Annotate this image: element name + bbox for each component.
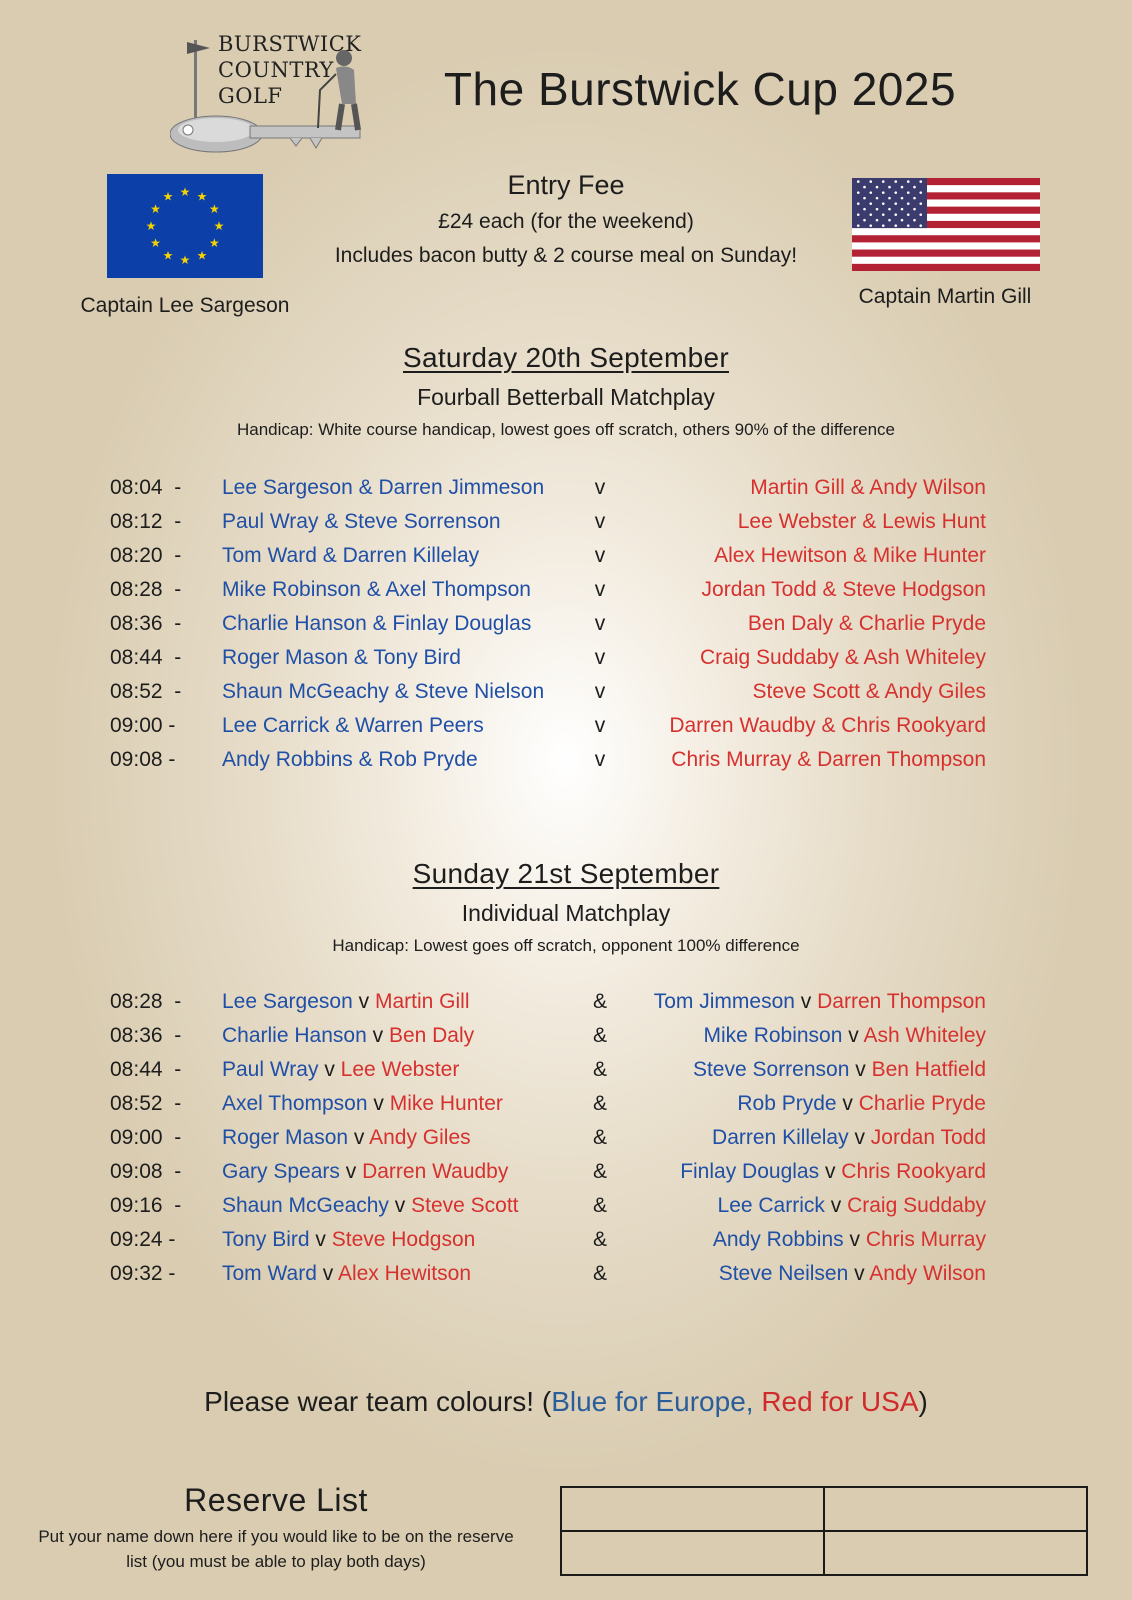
saturday-match-row — [0, 510, 1132, 540]
europe-player: Tony Bird — [222, 1228, 310, 1251]
versus: v — [373, 1092, 384, 1115]
us-star — [913, 197, 916, 200]
usa-player: Jordan Todd — [870, 1126, 986, 1149]
eu-star: ★ — [179, 253, 191, 267]
eu-star: ★ — [196, 189, 208, 204]
saturday-format: Fourball Betterball Matchplay — [417, 384, 715, 410]
europe-player: Darren Killelay — [712, 1126, 849, 1149]
us-star — [857, 180, 860, 183]
us-star — [863, 186, 866, 189]
us-star — [913, 219, 916, 222]
reserve-list-title: Reserve List — [184, 1482, 368, 1518]
versus-separator: v — [594, 748, 606, 771]
usa-player: Craig Suddaby — [847, 1194, 986, 1217]
reserve-list-table — [560, 1486, 1088, 1576]
sunday-format: Individual Matchplay — [461, 900, 671, 926]
europe-pair: Roger Mason & Tony Bird — [222, 646, 461, 669]
tee-time: 09:16 - — [110, 1194, 182, 1217]
europe-player: Roger Mason — [222, 1126, 349, 1149]
saturday-match-row — [0, 578, 1132, 608]
us-star — [894, 213, 897, 216]
europe-pair: Paul Wray & Steve Sorrenson — [222, 510, 501, 533]
us-star — [901, 197, 904, 200]
versus: v — [830, 1194, 842, 1217]
sunday-match-row — [0, 1058, 1132, 1088]
europe-pair: Mike Robinson & Axel Thompson — [222, 578, 531, 601]
versus: v — [345, 1160, 357, 1183]
tee-time: 09:08 - — [110, 1160, 182, 1183]
us-star — [888, 208, 891, 211]
versus: v — [854, 1262, 865, 1285]
wear-blue-text: Blue for Europe, — [551, 1386, 762, 1417]
us-star — [882, 202, 885, 205]
us-star — [857, 202, 860, 205]
usa-pair: Craig Suddaby & Ash Whiteley — [700, 646, 986, 669]
sunday-match-row — [0, 1126, 1132, 1156]
and-separator: & — [592, 1058, 607, 1081]
usa-pair: Jordan Todd & Steve Hodgson — [701, 578, 986, 601]
europe-player: Paul Wray — [222, 1058, 319, 1081]
usa-player: Ben Daly — [388, 1024, 475, 1047]
us-star — [907, 224, 910, 227]
us-star — [901, 186, 904, 189]
europe-captain: Captain Lee Sargeson — [80, 294, 290, 317]
and-separator: & — [592, 1160, 607, 1183]
us-stripe — [852, 228, 1040, 235]
team-colours-note — [0, 1386, 1132, 1418]
us-stripe — [852, 235, 1040, 242]
us-star — [876, 219, 879, 222]
wear-prefix: Please wear team colours! ( — [204, 1386, 552, 1417]
europe-player: Lee Carrick — [717, 1194, 825, 1217]
saturday-match-row — [0, 544, 1132, 574]
tee-time: 08:52 - — [110, 680, 182, 703]
and-separator: & — [592, 1228, 607, 1251]
us-stripe — [852, 250, 1040, 257]
europe-player: Finlay Douglas — [680, 1160, 820, 1183]
us-star — [857, 191, 860, 194]
tee-time: 08:52 - — [110, 1092, 182, 1115]
europe-flag-icon — [107, 174, 263, 278]
saturday-match-row — [0, 748, 1132, 778]
us-star — [919, 224, 922, 227]
usa-flag-icon — [852, 178, 1040, 271]
logo-line-3: GOLF — [218, 84, 283, 108]
tee-time: 09:08 - — [110, 748, 176, 771]
usa-pair: Steve Scott & Andy Giles — [752, 680, 986, 703]
usa-player: Andy Giles — [369, 1126, 471, 1149]
us-stripe — [852, 264, 1040, 271]
sunday-handicap: Handicap: Lowest goes off scratch, opponent 100% difference — [332, 936, 800, 955]
us-star — [907, 180, 910, 183]
us-stripe — [852, 257, 1040, 264]
eu-star: ★ — [209, 202, 220, 216]
us-star — [901, 219, 904, 222]
versus: v — [800, 990, 812, 1013]
usa-player: Charlie Pryde — [858, 1092, 986, 1115]
us-star — [888, 186, 891, 189]
europe-player: Lee Sargeson — [222, 990, 353, 1013]
us-star — [882, 213, 885, 216]
us-star — [913, 208, 916, 211]
us-star — [894, 180, 897, 183]
usa-pair: Lee Webster & Lewis Hunt — [737, 510, 986, 533]
usa-player: Andy Wilson — [869, 1262, 986, 1285]
versus: v — [854, 1126, 865, 1149]
usa-player: Alex Hewitson — [337, 1262, 471, 1285]
usa-player: Darren Thompson — [817, 990, 986, 1013]
europe-pair: Andy Robbins & Rob Pryde — [222, 748, 478, 771]
tee-time: 09:00 - — [110, 714, 176, 737]
versus: v — [358, 990, 370, 1013]
eu-star: ★ — [150, 202, 161, 216]
tee-time: 08:36 - — [110, 1024, 182, 1047]
entry-fee-price: £24 each (for the weekend) — [438, 210, 694, 233]
sunday-match-row — [0, 1092, 1132, 1122]
tee-time: 08:28 - — [110, 578, 182, 601]
club-logo — [170, 30, 370, 160]
us-star — [869, 180, 872, 183]
reserve-slot[interactable] — [561, 1531, 824, 1575]
versus: v — [372, 1024, 384, 1047]
eu-star: ★ — [209, 236, 220, 250]
europe-player: Rob Pryde — [737, 1092, 837, 1115]
saturday-handicap: Handicap: White course handicap, lowest goes off scratch, others 90% of the difference — [236, 420, 896, 439]
usa-pair: Darren Waudby & Chris Rookyard — [669, 714, 986, 737]
us-star — [857, 213, 860, 216]
and-separator: & — [592, 1194, 607, 1217]
us-star — [876, 208, 879, 211]
usa-player: Chris Rookyard — [841, 1160, 986, 1183]
tee-time: 09:24 - — [110, 1228, 176, 1251]
sunday-match-row — [0, 1194, 1132, 1224]
us-star — [894, 202, 897, 205]
usa-pair: Martin Gill & Andy Wilson — [750, 476, 986, 499]
us-star — [882, 180, 885, 183]
us-star — [901, 208, 904, 211]
page-title: The Burstwick Cup 2025 — [443, 63, 957, 115]
us-star — [863, 219, 866, 222]
us-star — [888, 219, 891, 222]
eu-star: ★ — [196, 248, 208, 263]
versus: v — [394, 1194, 406, 1217]
reserve-slot[interactable] — [824, 1487, 1087, 1531]
us-star — [888, 197, 891, 200]
us-star — [919, 180, 922, 183]
versus-separator: v — [594, 714, 606, 737]
reserve-slot[interactable] — [561, 1487, 824, 1531]
sunday-match-row — [0, 990, 1132, 1020]
versus: v — [324, 1058, 335, 1081]
and-separator: & — [592, 1126, 607, 1149]
europe-player: Gary Spears — [222, 1160, 340, 1183]
us-star — [919, 213, 922, 216]
tee-time: 08:36 - — [110, 612, 182, 635]
eu-star: ★ — [145, 219, 157, 233]
versus: v — [315, 1228, 326, 1251]
entry-fee-title: Entry Fee — [507, 170, 625, 200]
europe-player: Axel Thompson — [222, 1092, 368, 1115]
usa-player: Chris Murray — [865, 1228, 986, 1251]
versus-separator: v — [594, 544, 606, 567]
usa-player: Lee Webster — [340, 1058, 460, 1081]
versus-separator: v — [594, 646, 606, 669]
logo-line-2: COUNTRY — [218, 58, 334, 82]
eu-star: ★ — [150, 236, 161, 250]
saturday-match-row — [0, 680, 1132, 710]
tee-time: 08:20 - — [110, 544, 182, 567]
wear-suffix: ) — [918, 1386, 928, 1417]
versus: v — [848, 1024, 859, 1047]
europe-player: Tom Jimmeson — [653, 990, 795, 1013]
tee-time: 08:44 - — [110, 646, 182, 669]
eu-star: ★ — [162, 248, 174, 263]
versus-separator: v — [594, 578, 606, 601]
entry-fee-includes: Includes bacon butty & 2 course meal on Sunday! — [334, 244, 798, 267]
and-separator: & — [592, 1092, 607, 1115]
versus-separator: v — [594, 510, 606, 533]
us-star — [907, 191, 910, 194]
wear-red-text: Red for USA — [761, 1386, 919, 1417]
us-star — [857, 224, 860, 227]
us-star — [907, 213, 910, 216]
versus: v — [849, 1228, 860, 1251]
us-star — [919, 191, 922, 194]
reserve-slot[interactable] — [824, 1531, 1087, 1575]
tee-time: 09:32 - — [110, 1262, 176, 1285]
versus-separator: v — [594, 612, 606, 635]
us-star — [876, 186, 879, 189]
us-star — [869, 224, 872, 227]
us-star — [882, 191, 885, 194]
saturday-title: Saturday 20th September — [403, 342, 729, 373]
tee-time: 08:44 - — [110, 1058, 182, 1081]
versus: v — [824, 1160, 836, 1183]
europe-player: Tom Ward — [222, 1262, 317, 1285]
europe-pair: Lee Carrick & Warren Peers — [222, 714, 484, 737]
sunday-match-row — [0, 1228, 1132, 1258]
usa-player: Darren Waudby — [362, 1160, 509, 1183]
europe-pair: Charlie Hanson & Finlay Douglas — [222, 612, 532, 635]
usa-player: Steve Hodgson — [331, 1228, 476, 1251]
europe-pair: Tom Ward & Darren Killelay — [222, 544, 480, 567]
sunday-match-row — [0, 1160, 1132, 1190]
us-star — [894, 191, 897, 194]
usa-player: Martin Gill — [374, 990, 470, 1013]
versus: v — [842, 1092, 853, 1115]
europe-player: Shaun McGeachy — [222, 1194, 389, 1217]
and-separator: & — [592, 1024, 607, 1047]
usa-player: Steve Scott — [411, 1194, 519, 1217]
and-separator: & — [592, 1262, 607, 1285]
us-stripe — [852, 242, 1040, 249]
us-star — [869, 213, 872, 216]
europe-player: Charlie Hanson — [222, 1024, 367, 1047]
europe-pair: Lee Sargeson & Darren Jimmeson — [222, 476, 545, 499]
eu-star: ★ — [179, 185, 191, 199]
logo-line-1: BURSTWICK — [218, 32, 362, 56]
usa-pair: Alex Hewitson & Mike Hunter — [714, 544, 986, 567]
europe-player: Steve Neilsen — [718, 1262, 855, 1285]
europe-player: Steve Sorrenson — [692, 1058, 850, 1081]
us-star — [882, 224, 885, 227]
us-star — [919, 202, 922, 205]
tee-time: 09:00 - — [110, 1126, 182, 1149]
usa-player: Mike Hunter — [389, 1092, 503, 1115]
usa-pair: Ben Daly & Charlie Pryde — [747, 612, 986, 635]
us-star — [863, 197, 866, 200]
saturday-match-row — [0, 612, 1132, 642]
europe-player: Andy Robbins — [712, 1228, 844, 1251]
eu-star: ★ — [162, 189, 174, 204]
us-star — [907, 202, 910, 205]
us-star — [869, 191, 872, 194]
us-star — [863, 208, 866, 211]
versus: v — [353, 1126, 365, 1149]
saturday-match-row — [0, 714, 1132, 744]
europe-player: Mike Robinson — [703, 1024, 843, 1047]
sunday-match-row — [0, 1024, 1132, 1054]
versus-separator: v — [594, 476, 606, 499]
reserve-list-note: Put your name down here if you would like to be on the reserve list (you must be able to play both days) — [38, 1527, 514, 1571]
us-star — [876, 197, 879, 200]
and-separator: & — [592, 990, 607, 1013]
usa-pair: Chris Murray & Darren Thompson — [671, 748, 986, 771]
tee-time: 08:12 - — [110, 510, 182, 533]
versus-separator: v — [594, 680, 606, 703]
sunday-match-row — [0, 1262, 1132, 1292]
versus: v — [855, 1058, 866, 1081]
sunday-title: Sunday 21st September — [412, 858, 720, 889]
tee-time: 08:28 - — [110, 990, 182, 1013]
saturday-match-row — [0, 646, 1132, 676]
versus: v — [322, 1262, 334, 1285]
us-star — [913, 186, 916, 189]
us-star — [894, 224, 897, 227]
usa-captain: Captain Martin Gill — [858, 285, 1032, 308]
eu-star: ★ — [213, 219, 225, 233]
europe-pair: Shaun McGeachy & Steve Nielson — [222, 680, 545, 703]
saturday-match-row — [0, 476, 1132, 506]
usa-player: Ash Whiteley — [863, 1024, 986, 1047]
us-star — [869, 202, 872, 205]
usa-player: Ben Hatfield — [871, 1058, 986, 1081]
tee-time: 08:04 - — [110, 476, 182, 499]
